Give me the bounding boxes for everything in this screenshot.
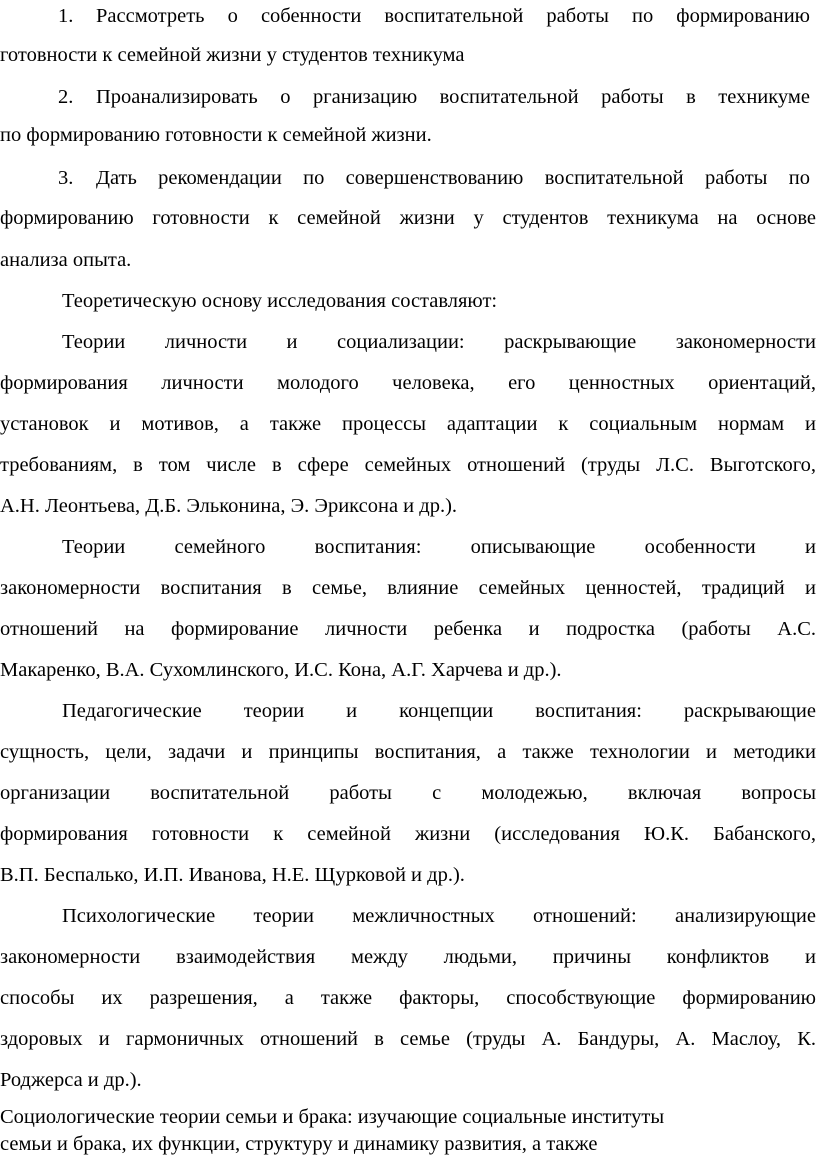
list-item-2 — [58, 77, 816, 118]
list-text: Рассмотреть о собенности воспитательной работы по формированию — [96, 5, 810, 27]
list-text: Дать рекомендации по совершенствованию воспитательной работы по — [96, 167, 810, 189]
paragraph-line: формирования личности молодого человека, его ценностных ориентаций, — [0, 372, 816, 394]
paragraph-line: организации воспитательной работы с молодежью, включая вопросы — [0, 782, 816, 804]
paragraph-line: отношений на формирование личности ребенка и подростка (работы А.С. — [0, 618, 816, 640]
paragraph-line: Педагогические теории и концепции воспитания: раскрывающие — [62, 700, 816, 722]
paragraph-line: Психологические теории межличностных отношений: анализирующие — [62, 905, 816, 927]
paragraph-line: Роджерса и др.). — [0, 1069, 142, 1091]
list-item-3-cont: анализа опыта. — [0, 249, 132, 271]
paragraph-line: формирования готовности к семейной жизни (исследования Ю.К. Бабанского, — [0, 823, 816, 845]
paragraph-line: способы их разрешения, а также факторы, способствующие формированию — [0, 987, 816, 1009]
paragraph-line: сущность, цели, задачи и принципы воспитания, а также технологии и методики — [0, 741, 816, 763]
paragraph-line: здоровых и гармоничных отношений в семье (труды А. Бандуры, А. Маслоу, К. — [0, 1028, 816, 1050]
paragraph-line: требованиям, в том числе в сфере семейных отношений (труды Л.С. Выготского, — [0, 454, 816, 476]
last-block-line: Социологические теории семьи и брака: изучающие социальные институты — [0, 1106, 665, 1128]
paragraph-line: Теории личности и социализации: раскрывающие закономерности — [62, 331, 816, 353]
last-block-line: семьи и брака, их функции, структуру и динамику развития, а также — [0, 1133, 598, 1155]
paragraph-line: Теории семейного воспитания: описывающие особенности и — [62, 536, 816, 558]
paragraph-line: Макаренко, В.А. Сухомлинского, И.С. Кона, А.Г. Харчева и др.). — [0, 659, 562, 681]
intro-line: Теоретическую основу исследования составляют: — [62, 290, 498, 312]
list-number: 3. — [58, 167, 74, 189]
list-item-1-cont: готовности к семейной жизни у студентов техникума — [0, 44, 465, 66]
list-number: 2. — [58, 86, 74, 108]
list-item-2-cont: по формированию готовности к семейной жизни. — [0, 124, 432, 146]
list-text: Проанализировать о рганизацию воспитательной работы в техникуме — [96, 86, 810, 108]
paragraph-line: установок и мотивов, а также процессы адаптации к социальным нормам и — [0, 413, 816, 435]
paragraph-line: закономерности взаимодействия между людьми, причины конфликтов и — [0, 946, 816, 968]
list-item-1 — [58, 0, 816, 37]
list-item-3-cont: формированию готовности к семейной жизни у студентов техникума на основе — [0, 207, 816, 229]
list-number: 1. — [58, 5, 74, 27]
paragraph-line: В.П. Беспалько, И.П. Иванова, Н.Е. Щурковой и др.). — [0, 864, 465, 886]
paragraph-line: А.Н. Леонтьева, Д.Б. Эльконина, Э. Эриксона и др.). — [0, 495, 458, 517]
paragraph-line: закономерности воспитания в семье, влияние семейных ценностей, традиций и — [0, 577, 816, 599]
list-item-3 — [58, 158, 816, 199]
